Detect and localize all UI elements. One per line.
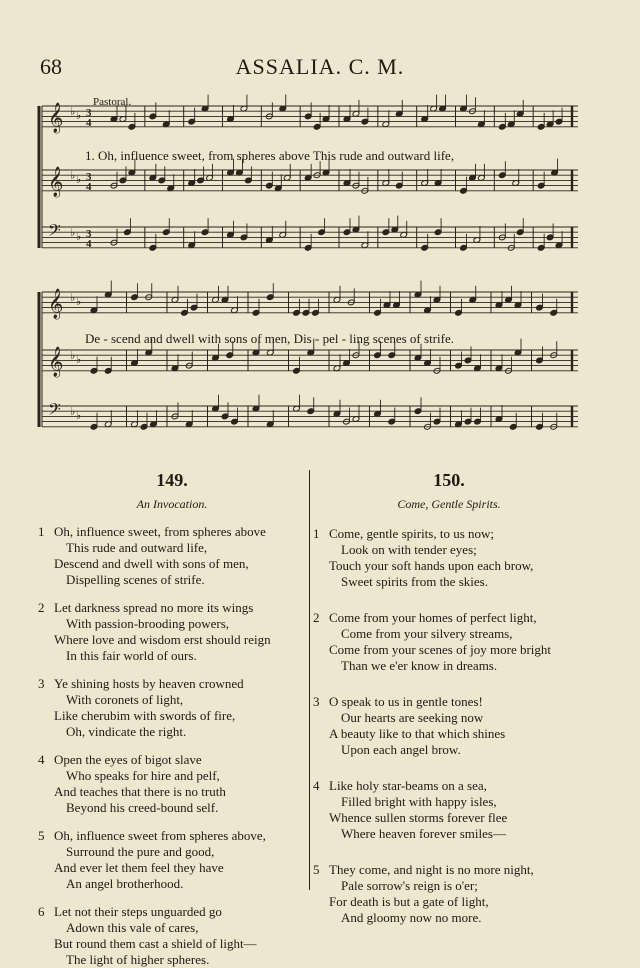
verse-line: With coronets of light, xyxy=(66,692,184,707)
treble-clef: 𝄞 xyxy=(48,347,64,377)
stanza xyxy=(38,524,306,588)
verse-line: This rude and outward life, xyxy=(66,540,208,555)
time-signature-top: 3 xyxy=(86,228,92,240)
hymn-149 xyxy=(38,470,306,968)
verse-line: Oh, influence sweet from spheres above, xyxy=(54,828,266,843)
stanza xyxy=(313,526,585,590)
verse-line: A beauty like to that which shines xyxy=(329,726,506,741)
bass-clef: 𝄢 xyxy=(48,399,61,423)
stanza-number: 1 xyxy=(313,526,320,541)
bass-clef: 𝄢 xyxy=(48,220,61,244)
time-signature-bottom: 4 xyxy=(86,181,92,193)
verse-line: Look on with tender eyes; xyxy=(341,542,477,557)
flat-sign: ♭ xyxy=(70,291,76,304)
hymn-150 xyxy=(313,470,585,926)
flat-sign: ♭ xyxy=(76,295,82,308)
lyric-line-1: 1. Oh, influence sweet, from spheres above This rude and outward life, xyxy=(85,148,455,163)
flat-sign: ♭ xyxy=(76,353,82,366)
verse-line: Let not their steps unguarded go xyxy=(54,904,222,919)
verse-line: For death is but a gate of light, xyxy=(329,894,489,909)
verse-line: Come from your silvery streams, xyxy=(341,626,513,641)
verse-line: Come, gentle spirits, to us now; xyxy=(329,526,495,541)
hymn-subtitle: Come, Gentle Spirits. xyxy=(397,497,501,511)
musical-score xyxy=(0,0,640,460)
flat-sign: ♭ xyxy=(76,173,82,186)
stanza-number: 4 xyxy=(38,752,45,767)
verse-line: With passion-brooding powers, xyxy=(66,616,230,631)
verse-line: In this fair world of ours. xyxy=(66,648,197,663)
flat-sign: ♭ xyxy=(70,169,76,182)
stanza-number: 4 xyxy=(313,778,320,793)
verse-line: Upon each angel brow. xyxy=(341,742,461,757)
verse-line: Touch your soft hands upon each brow, xyxy=(329,558,534,573)
stanza xyxy=(38,676,306,740)
verse-line: Come from your homes of perfect light, xyxy=(329,610,537,625)
hymn-number: 150. xyxy=(433,470,465,490)
tune-title: ASSALIA. C. M. xyxy=(235,54,405,79)
stanza-number: 5 xyxy=(313,862,320,877)
verse-line: Open the eyes of bigot slave xyxy=(54,752,202,767)
stanza xyxy=(313,694,585,758)
verse-line: Surround the pure and good, xyxy=(66,844,215,859)
time-signature-bottom: 4 xyxy=(86,238,92,250)
flat-sign: ♭ xyxy=(70,105,76,118)
verse-line: And ever let them feel they have xyxy=(54,860,224,875)
treble-clef: 𝄞 xyxy=(48,103,64,133)
column-divider xyxy=(309,470,310,890)
flat-sign: ♭ xyxy=(76,230,82,243)
treble-clef: 𝄞 xyxy=(48,289,64,319)
tempo-marking: Pastoral. xyxy=(93,96,132,108)
stanza-number: 3 xyxy=(313,694,320,709)
stanza-number: 6 xyxy=(38,904,45,919)
stanza xyxy=(313,610,585,674)
stanza xyxy=(313,862,585,926)
flat-sign: ♭ xyxy=(70,405,76,418)
verse-line: And gloomy now no more. xyxy=(341,910,482,925)
hymn-subtitle: An Invocation. xyxy=(136,497,208,511)
treble-clef: 𝄞 xyxy=(48,167,64,197)
flat-sign: ♭ xyxy=(76,409,82,422)
verse-line: Like cherubim with swords of fire, xyxy=(54,708,236,723)
verse-line: But round them cast a shield of light— xyxy=(54,936,257,951)
verse-line: Come from your scenes of joy more bright xyxy=(329,642,552,657)
verse-line: And teaches that there is no truth xyxy=(54,784,226,799)
verse-line: They come, and night is no more night, xyxy=(329,862,534,877)
stanza-number: 2 xyxy=(313,610,320,625)
verse-line: An angel brotherhood. xyxy=(66,876,184,891)
stanza xyxy=(313,778,585,842)
stanza xyxy=(38,752,306,816)
time-signature-top: 3 xyxy=(86,107,92,119)
verse-line: Pale sorrow's reign is o'er; xyxy=(341,878,478,893)
verse-line: Filled bright with happy isles, xyxy=(341,794,497,809)
time-signature-top: 3 xyxy=(86,171,92,183)
flat-sign: ♭ xyxy=(70,226,76,239)
stanza xyxy=(38,904,306,968)
verse-line: Ye shining hosts by heaven crowned xyxy=(54,676,244,691)
stanza xyxy=(38,828,306,892)
hymn-number: 149. xyxy=(156,470,188,490)
stanza-number: 1 xyxy=(38,524,45,539)
verse-line: Than we e'er know in dreams. xyxy=(341,658,498,673)
stanza-number: 3 xyxy=(38,676,45,691)
verse-line: Oh, vindicate the right. xyxy=(66,724,187,739)
stanza-number: 2 xyxy=(38,600,45,615)
stanza-number: 5 xyxy=(38,828,45,843)
hymn-stanzas xyxy=(38,524,306,968)
verse-line: The light of higher spheres. xyxy=(66,952,210,967)
verse-line: Our hearts are seeking now xyxy=(341,710,484,725)
verse-line: Let darkness spread no more its wings xyxy=(54,600,254,615)
verse-line: Where heaven forever smiles— xyxy=(341,826,506,841)
verse-line: Who speaks for hire and pelf, xyxy=(66,768,220,783)
verse-line: Where love and wisdom erst should reign xyxy=(54,632,271,647)
verse-line: Adown this vale of cares, xyxy=(66,920,199,935)
verse-line: Beyond his creed-bound self. xyxy=(66,800,219,815)
lyric-line-2: De - scend and dwell with sons of men, Dis - pel - ling scenes of strife. xyxy=(85,331,454,346)
verse-line: Descend and dwell with sons of men, xyxy=(54,556,249,571)
page-number: 68 xyxy=(40,54,62,79)
stanza xyxy=(38,600,306,664)
verse-line: Like holy star-beams on a sea, xyxy=(329,778,487,793)
verse-line: Dispelling scenes of strife. xyxy=(66,572,205,587)
time-signature-bottom: 4 xyxy=(86,117,92,129)
flat-sign: ♭ xyxy=(76,109,82,122)
verse-line: O speak to us in gentle tones! xyxy=(329,694,483,709)
verse-line: Sweet spirits from the skies. xyxy=(341,574,488,589)
verse-line: Whence sullen storms forever flee xyxy=(329,810,508,825)
verse-line: Oh, influence sweet, from spheres above xyxy=(54,524,266,539)
flat-sign: ♭ xyxy=(70,349,76,362)
hymn-stanzas xyxy=(313,526,585,926)
